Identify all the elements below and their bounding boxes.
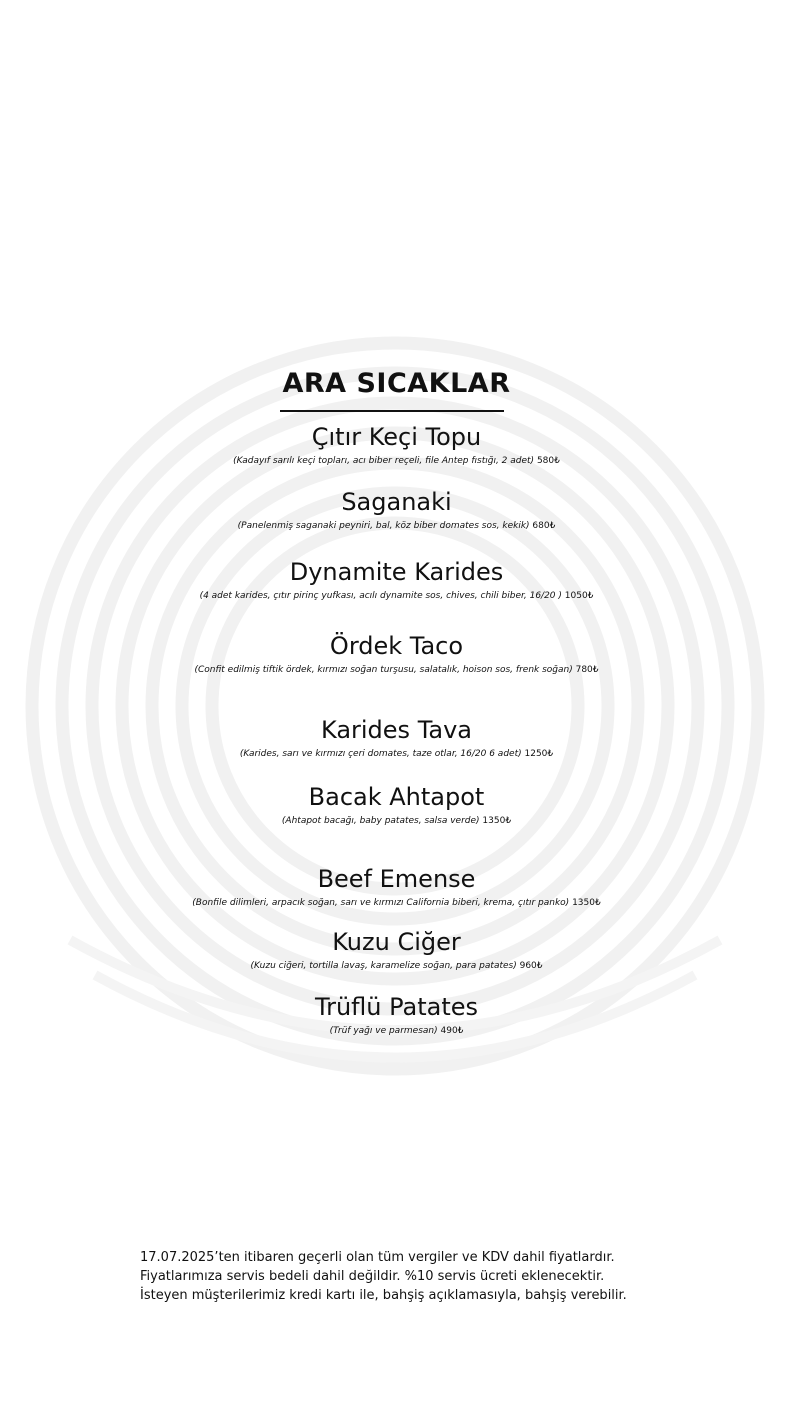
item-description: (Karides, sarı ve kırmızı çeri domates, taze otlar, 16/20 6 adet) — [239, 749, 522, 759]
menu-item — [0, 782, 793, 830]
item-name: Beef Emense — [317, 865, 476, 893]
item-description: (Bonfile dilimleri, arpacık soğan, sarı ve kırmızı California biberi, krema, çıtır panko) — [192, 898, 570, 908]
item-description-line — [0, 452, 793, 470]
item-name: Saganaki — [341, 488, 452, 516]
item-price: 1050₺ — [564, 591, 594, 601]
item-description-line — [0, 517, 793, 535]
disclaimer-line: 17.07.2025’ten itibaren geçerli olan tüm vergiler ve KDV dahil fiyatlardır. — [140, 1250, 615, 1265]
item-description: (4 adet karides, çıtır pirinç yufkası, acılı dynamite sos, chives, chili biber, 16/20 ) — [199, 591, 562, 601]
item-name: Bacak Ahtapot — [308, 783, 485, 811]
item-price: 490₺ — [440, 1026, 464, 1036]
item-description: (Kuzu ciğeri, tortilla lavaş, karamelize soğan, para patates) — [250, 961, 517, 971]
item-description-line — [0, 661, 793, 679]
item-price: 1350₺ — [482, 816, 512, 826]
menu-item — [0, 864, 793, 912]
item-name: Karides Tava — [321, 716, 472, 744]
item-description-line — [0, 587, 793, 605]
item-price: 680₺ — [532, 521, 556, 531]
item-description-line — [0, 745, 793, 763]
section-title: ARA SICAKLAR — [282, 368, 511, 399]
pricing-disclaimer — [140, 1248, 760, 1305]
item-price: 960₺ — [519, 961, 543, 971]
item-name: Kuzu Ciğer — [332, 928, 461, 956]
item-description-line — [0, 957, 793, 975]
item-description-line — [0, 1022, 793, 1040]
item-description-line — [0, 894, 793, 912]
menu-item — [0, 557, 793, 605]
disclaimer-line: Fiyatlarımıza servis bedeli dahil değildir. %10 servis ücreti eklenecektir. — [140, 1269, 605, 1284]
title-underline — [280, 410, 504, 412]
item-name: Dynamite Karides — [289, 558, 504, 586]
menu-item — [0, 992, 793, 1040]
menu-item — [0, 927, 793, 975]
item-description: (Kadayıf sarılı keçi topları, acı biber reçeli, file Antep fıstığı, 2 adet) — [233, 456, 535, 466]
item-name: Ördek Taco — [329, 632, 464, 660]
menu-item — [0, 715, 793, 763]
item-description: (Ahtapot bacağı, baby patates, salsa verde) — [281, 816, 480, 826]
item-description-line — [0, 812, 793, 830]
item-description: (Panelenmiş saganaki peyniri, bal, köz biber domates sos, kekik) — [237, 521, 530, 531]
menu-item — [0, 487, 793, 535]
item-price: 780₺ — [575, 665, 599, 675]
item-description: (Confit edilmiş tiftik ördek, kırmızı soğan turşusu, salatalık, hoison sos, frenk soğan) — [194, 665, 573, 675]
item-price: 1250₺ — [524, 749, 554, 759]
item-name: Trüflü Patates — [314, 993, 479, 1021]
disclaimer-line: İsteyen müşterilerimiz kredi kartı ile, bahşiş açıklamasıyla, bahşiş verebilir. — [140, 1288, 627, 1303]
menu-item — [0, 631, 793, 679]
menu-item — [0, 422, 793, 470]
item-price: 1350₺ — [572, 898, 601, 908]
item-description: (Trüf yağı ve parmesan) — [329, 1026, 438, 1036]
item-price: 580₺ — [536, 456, 560, 466]
item-name: Çıtır Keçi Topu — [311, 423, 482, 451]
